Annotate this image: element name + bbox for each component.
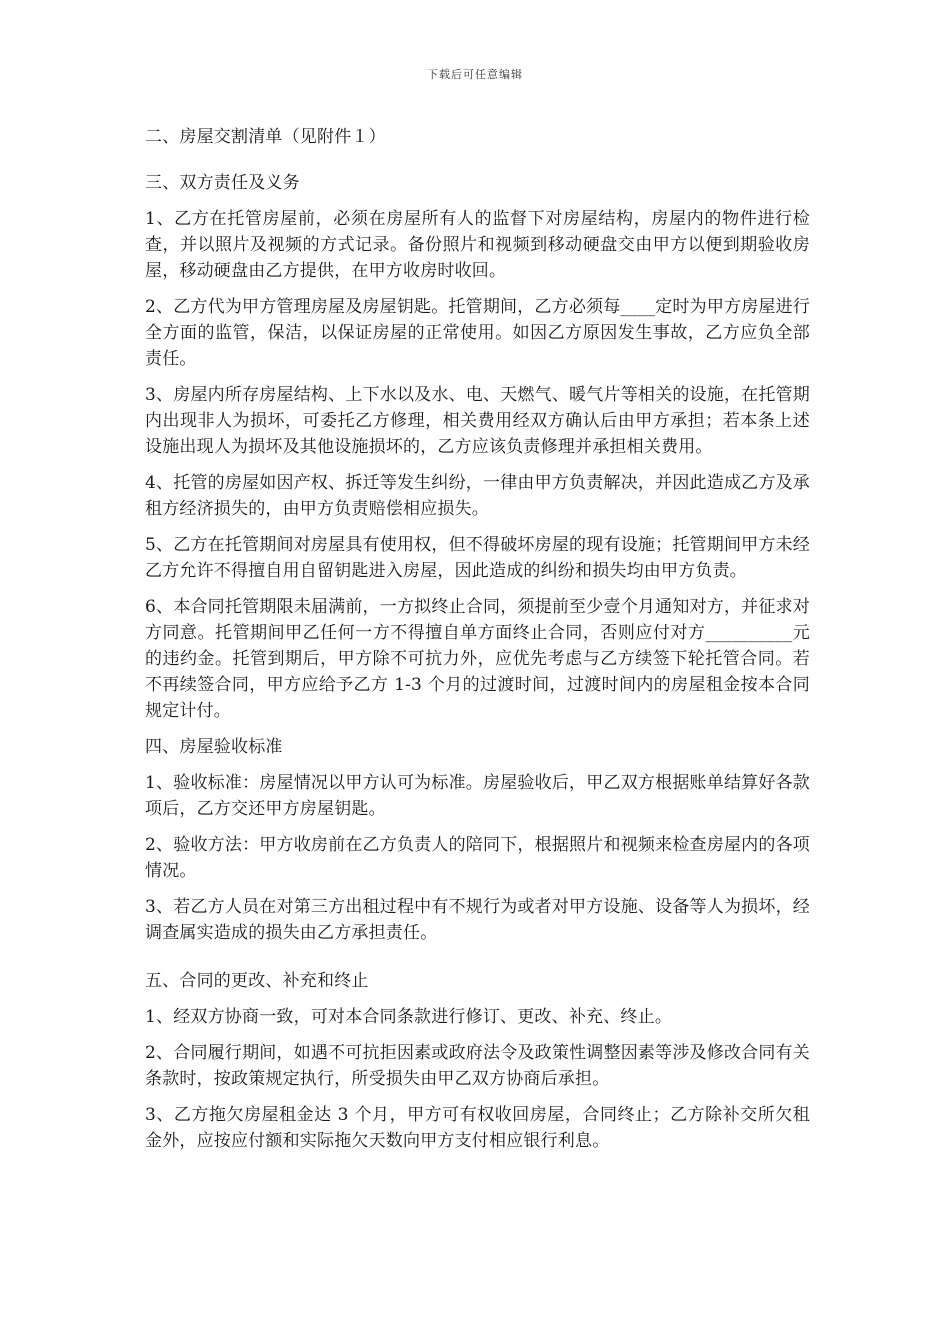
clause-4-2: 2、验收方法：甲方收房前在乙方负责人的陪同下，根据照片和视频来检查房屋内的各项情况。	[145, 835, 810, 881]
clause-3-3: 3、房屋内所存房屋结构、上下水以及水、电、天燃气、暖气片等相关的设施，在托管期内出现非人为损坏，可委托乙方修理，相关费用经双方确认后由甲方承担；若本条上述设施出现人为损坏及其他设施损坏的，乙方应该负责修理并承担相关费用。	[145, 385, 810, 457]
clause-3-2: 2、乙方代为甲方管理房屋及房屋钥匙。托管期间，乙方必须每____定时为甲方房屋进行全方面的监管，保洁，以保证房屋的正常使用。如因乙方原因发生事故，乙方应负全部责任。	[145, 297, 811, 369]
clause-4-1: 1、验收标准：房屋情况以甲方认可为标准。房屋验收后，甲乙双方根据账单结算好各款项后，乙方交还甲方房屋钥匙。	[145, 773, 810, 819]
clause-3-1: 1、乙方在托管房屋前，必须在房屋所有人的监督下对房屋结构，房屋内的物件进行检查，并以照片及视频的方式记录。备份照片和视频到移动硬盘交由甲方以便到期验收房屋，移动硬盘由乙方提供，在甲方收房时收回。	[145, 209, 810, 281]
section-heading-4: 四、房屋验收标准	[145, 737, 283, 757]
section-heading-5: 五、合同的更改、补充和终止	[145, 971, 369, 991]
header-note: 下载后可任意编辑	[427, 68, 523, 81]
clause-3-6: 6、本合同托管期限未届满前，一方拟终止合同，须提前至少壹个月通知对方，并征求对方同意。托管期间甲乙任何一方不得擅自单方面终止合同，否则应付对方__________元的违约金。托管到期后，甲方除不可抗力外，应优先考虑与乙方续签下轮托管合同。若不再续签合同，甲方应给予乙方 1-3 个月的过渡时间，过渡时间内的房屋租金按本合同规定计付。	[145, 597, 810, 721]
clause-5-2: 2、合同履行期间，如遇不可抗拒因素或政府法令及政策性调整因素等涉及修改合同有关条款时，按政策规定执行，所受损失由甲乙双方协商后承担。	[145, 1043, 810, 1089]
section-heading-2: 二、房屋交割清单（见附件１）	[145, 127, 386, 147]
document-body	[145, 124, 810, 1164]
clause-5-1: 1、经双方协商一致，可对本合同条款进行修订、更改、补充、终止。	[145, 1007, 673, 1027]
section-heading-3: 三、双方责任及义务	[145, 173, 300, 193]
clause-4-3: 3、若乙方人员在对第三方出租过程中有不规行为或者对甲方设施、设备等人为损坏，经调查属实造成的损失由乙方承担责任。	[145, 897, 810, 943]
clause-3-5: 5、乙方在托管期间对房屋具有使用权，但不得破坏房屋的现有设施；托管期间甲方未经乙方允许不得擅自用自留钥匙进入房屋，因此造成的纠纷和损失均由甲方负责。	[145, 535, 810, 581]
clause-5-3: 3、乙方拖欠房屋租金达 3 个月，甲方可有权收回房屋，合同终止；乙方除补交所欠租金外，应按应付额和实际拖欠天数向甲方支付相应银行利息。	[145, 1105, 810, 1151]
clause-3-4: 4、托管的房屋如因产权、拆迁等发生纠纷，一律由甲方负责解决，并因此造成乙方及承租方经济损失的，由甲方负责赔偿相应损失。	[145, 473, 810, 519]
